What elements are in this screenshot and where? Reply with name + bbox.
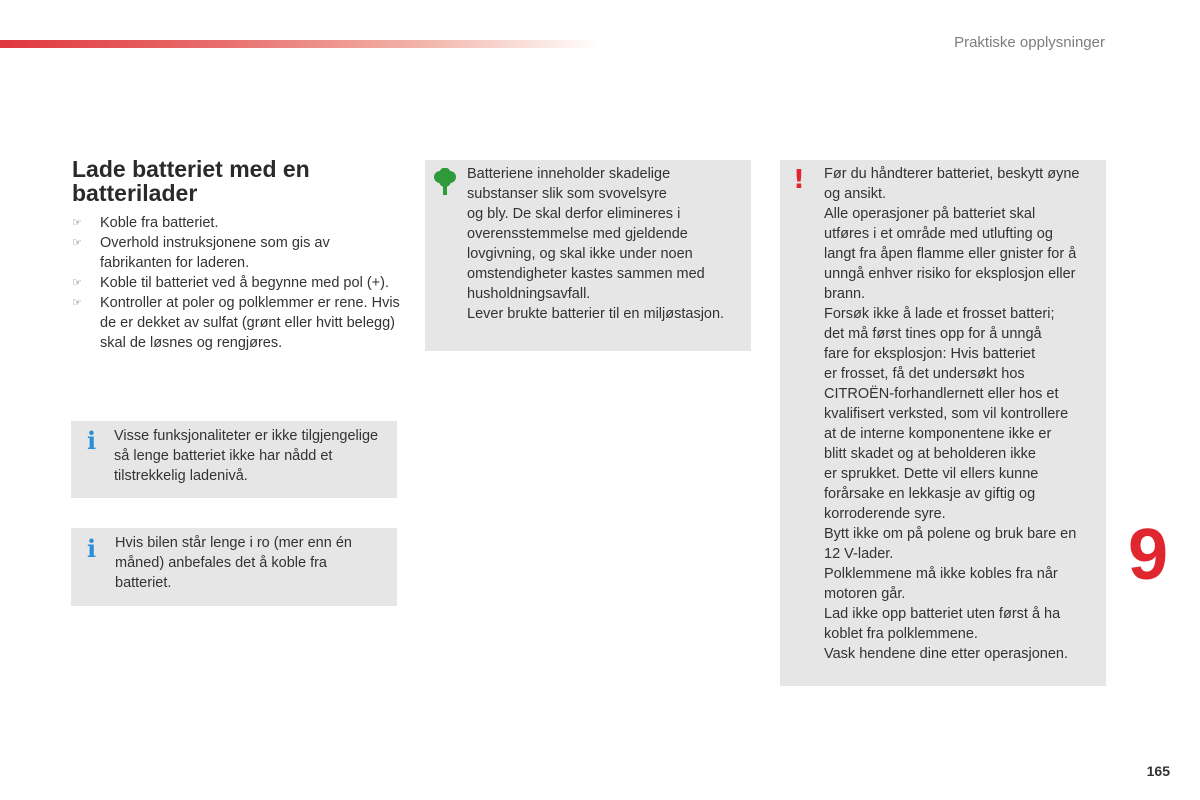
info-box-charge-level	[71, 421, 397, 498]
text-line: koblet fra polklemmene.	[824, 626, 978, 642]
text-line: Før du håndterer batteriet, beskytt øyne	[824, 166, 1080, 182]
info-icon: i	[87, 534, 97, 563]
info-box-long-parking	[71, 528, 397, 606]
text-line: utføres i et område med utlufting og	[824, 226, 1053, 242]
text-line: Forsøk ikke å lade et frosset batteri;	[824, 306, 1055, 322]
text-line: substanser slik som svovelsyre	[467, 186, 667, 202]
text-line: brann.	[824, 286, 866, 302]
text-line: lovgivning, og skal ikke under noen	[467, 246, 693, 262]
list-item	[72, 233, 402, 273]
tree-icon	[433, 168, 457, 196]
page-title: Lade batteriet med en batterilader	[72, 156, 310, 206]
text-line: korroderende syre.	[824, 506, 946, 522]
text-line: og bly. De skal derfor elimineres i	[467, 206, 681, 222]
text-line: 12 V-lader.	[824, 546, 894, 562]
bullet-arrow-icon: ☞	[72, 237, 82, 249]
text-line: blitt skadet og at beholderen ikke	[824, 446, 1036, 462]
warning-text	[824, 164, 1106, 664]
text-line: det må først tines opp for å unngå	[824, 326, 1042, 342]
text-line: Lad ikke opp batteriet uten først å ha	[824, 606, 1061, 622]
info-icon: i	[87, 426, 97, 455]
text-line: Lever brukte batterier til en miljøstasjon.	[467, 306, 725, 322]
list-item	[72, 213, 402, 233]
text-line: Batteriene inneholder skadelige	[467, 166, 671, 182]
text-line: fare for eksplosjon: Hvis batteriet	[824, 346, 1036, 362]
list-item-text: Koble til batteriet ved å begynne med pol (+).	[100, 275, 389, 291]
info-text: Hvis bilen står lenge i ro (mer enn én måned) anbefales det å koble fra batteriet.	[115, 535, 352, 591]
warning-box	[780, 160, 1106, 686]
text-line: langt fra åpen flamme eller gnister for å	[824, 246, 1077, 262]
bullet-arrow-icon: ☞	[72, 297, 82, 309]
text-line: er sprukket. Dette vil ellers kunne	[824, 466, 1039, 482]
chapter-number: 9	[1128, 515, 1169, 595]
list-item	[72, 293, 402, 353]
header-accent-bar	[0, 40, 600, 48]
text-line: Alle operasjoner på batteriet skal	[824, 206, 1036, 222]
environment-box	[425, 160, 751, 351]
text-line: kvalifisert verksted, som vil kontrollere	[824, 406, 1069, 422]
text-line: Bytt ikke om på polene og bruk bare en	[824, 526, 1077, 542]
warning-icon: !	[793, 165, 805, 195]
text-line: motoren går.	[824, 586, 906, 602]
list-item	[72, 273, 402, 293]
text-line: unngå enhver risiko for eksplosjon eller	[824, 266, 1076, 282]
list-item-text: Kontroller at poler og polklemmer er rene. Hvis de er dekket av sulfat (grønt eller hvitt belegg) skal de løsnes og rengjøres.	[100, 295, 400, 351]
text-line: omstendigheter kastes sammen med	[467, 266, 705, 282]
text-line: Polklemmene må ikke kobles fra når	[824, 566, 1058, 582]
text-line: husholdningsavfall.	[467, 286, 591, 302]
text-line: og ansikt.	[824, 186, 887, 202]
instruction-list	[72, 213, 402, 353]
text-line: at de interne komponentene ikke er	[824, 426, 1052, 442]
page-number: 165	[1146, 763, 1170, 779]
environment-text	[467, 164, 751, 324]
list-item-text: Koble fra batteriet.	[100, 215, 219, 231]
text-line: Vask hendene dine etter operasjonen.	[824, 646, 1068, 662]
text-line: CITROËN-forhandlernett eller hos et	[824, 386, 1059, 402]
section-title: Praktiske opplysninger	[954, 34, 1105, 51]
bullet-arrow-icon: ☞	[72, 277, 82, 289]
text-line: er frosset, få det undersøkt hos	[824, 366, 1025, 382]
list-item-text: Overhold instruksjonene som gis av fabrikanten for laderen.	[100, 235, 330, 271]
text-line: forårsake en lekkasje av giftig og	[824, 486, 1036, 502]
bullet-arrow-icon: ☞	[72, 217, 82, 229]
info-text: Visse funksjonaliteter er ikke tilgjengelige så lenge batteriet ikke har nådd et tilstrekkelig ladenivå.	[114, 428, 379, 484]
text-line: overensstemmelse med gjeldende	[467, 226, 688, 242]
